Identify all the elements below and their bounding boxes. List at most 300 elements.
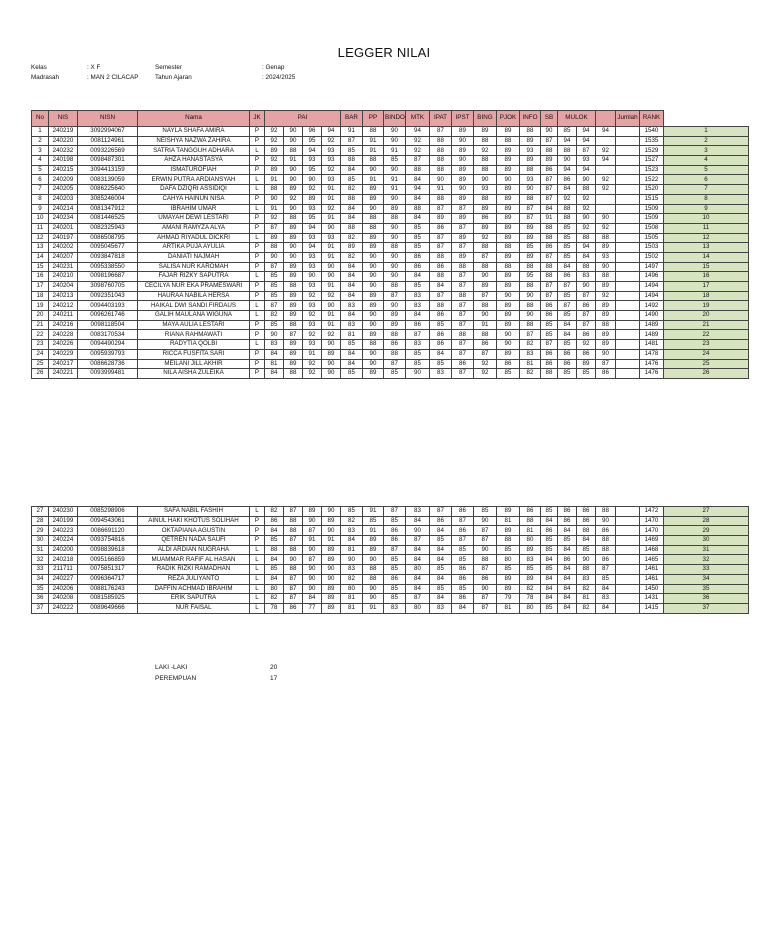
table-cell: 88 [577, 526, 596, 536]
table-cell: 86 [384, 526, 406, 536]
semester-label: Semester [155, 64, 182, 71]
header-jumlah: Jumlah [616, 111, 640, 127]
table-cell: 88 [430, 301, 452, 311]
table-cell: 87 [520, 204, 541, 214]
table-cell: 94 [577, 165, 596, 175]
table-cell: 91 [341, 127, 363, 137]
table-cell: 84 [341, 282, 363, 292]
table-cell: 19 [32, 301, 49, 311]
table-cell: 92 [474, 233, 497, 243]
table-cell: 86 [284, 603, 303, 613]
table-cell: 240197 [49, 233, 78, 243]
table-cell: L [250, 594, 265, 604]
table-cell: 90 [497, 330, 520, 340]
table-cell: 86 [577, 516, 596, 526]
table-cell: L [250, 311, 265, 321]
table-cell: 93 [303, 252, 322, 262]
table-cell: 1476 [640, 359, 664, 369]
table-cell: 90 [577, 282, 596, 292]
table-row [32, 584, 749, 594]
table-cell: 91 [322, 536, 341, 546]
madrasah-label: Madrasah [31, 74, 60, 81]
table-cell: 85 [430, 359, 452, 369]
table-cell: 5 [32, 165, 49, 175]
empty-cell [616, 252, 640, 262]
rank-cell: 27 [664, 507, 749, 517]
table-cell: 88 [284, 545, 303, 555]
table-cell: 89 [265, 146, 284, 156]
table-cell: 87 [452, 349, 474, 359]
table-cell: 88 [558, 204, 577, 214]
table-cell: 89 [452, 252, 474, 262]
table-cell: 84 [430, 545, 452, 555]
table-cell: 1509 [640, 214, 664, 224]
table-cell: 85 [520, 565, 541, 575]
table-cell: 91 [363, 526, 384, 536]
table-cell: 82 [577, 584, 596, 594]
table-cell: 88 [497, 136, 520, 146]
table-cell: 84 [430, 526, 452, 536]
table-cell: 81 [497, 516, 520, 526]
table-cell: 88 [474, 194, 497, 204]
student-name-cell: MAYA AULIA LESTARI [138, 320, 250, 330]
student-name-cell: SATRIA TANGGUH ADHARA [138, 146, 250, 156]
table-cell: 89 [322, 555, 341, 565]
table-cell: 77 [303, 603, 322, 613]
table-cell: 89 [284, 311, 303, 321]
table-cell: 90 [497, 175, 520, 185]
table-cell: 86 [384, 340, 406, 350]
table-cell: 94 [596, 127, 616, 137]
student-name-cell: DANIATI NAJMAH [138, 252, 250, 262]
header-pai: PAI [265, 111, 341, 127]
table-cell: 91 [284, 156, 303, 166]
table-cell: 0086508795 [78, 233, 138, 243]
table-cell: 89 [284, 223, 303, 233]
table-cell: 21 [32, 320, 49, 330]
rank-cell: 12 [664, 233, 749, 243]
rank-cell: 23 [664, 340, 749, 350]
student-name-cell: RADYTIA QOLBI [138, 340, 250, 350]
table-cell: 87 [406, 156, 430, 166]
table-cell: 240220 [49, 136, 78, 146]
table-cell: 88 [497, 262, 520, 272]
table-cell: 93 [303, 262, 322, 272]
table-cell: 0095166859 [78, 555, 138, 565]
empty-cell [616, 594, 640, 604]
table-cell: 80 [520, 603, 541, 613]
table-cell: 88 [474, 136, 497, 146]
table-cell: 87 [474, 252, 497, 262]
header-mulok: MULOK [558, 111, 596, 127]
table-cell: 0081124961 [78, 136, 138, 146]
table-cell: 93 [303, 282, 322, 292]
table-cell: 87 [474, 349, 497, 359]
table-cell: 8 [32, 194, 49, 204]
table-cell: 89 [284, 272, 303, 282]
table-cell: 84 [406, 574, 430, 584]
table-cell: 1522 [640, 175, 664, 185]
table-cell: 90 [363, 252, 384, 262]
table-cell: 85 [558, 252, 577, 262]
table-cell: 1469 [640, 536, 664, 546]
table-cell: 86 [452, 565, 474, 575]
table-header-row [32, 111, 749, 127]
table-cell: 85 [406, 349, 430, 359]
table-cell: 240216 [49, 320, 78, 330]
table-cell: 89 [452, 127, 474, 137]
table-cell: 90 [384, 165, 406, 175]
table-cell: 1496 [640, 272, 664, 282]
table-cell: 90 [384, 194, 406, 204]
student-name-cell: HAIKAL DWI SANDI FIRDAUS [138, 301, 250, 311]
table-cell: 88 [284, 526, 303, 536]
rank-cell: 34 [664, 574, 749, 584]
table-cell: 85 [265, 272, 284, 282]
table-cell: 85 [577, 545, 596, 555]
table-cell: 0095939793 [78, 349, 138, 359]
table-cell: 84 [406, 214, 430, 224]
table-cell: 89 [363, 233, 384, 243]
table-cell: 86 [541, 301, 558, 311]
table-cell: 89 [497, 584, 520, 594]
table-cell: 32 [32, 555, 49, 565]
grade-table [31, 110, 749, 379]
table-cell: 93 [322, 233, 341, 243]
table-cell: 84 [558, 185, 577, 195]
table-cell: 90 [284, 252, 303, 262]
empty-cell [596, 136, 616, 146]
table-cell: 88 [430, 252, 452, 262]
table-cell: 91 [363, 507, 384, 517]
table-cell: 87 [430, 291, 452, 301]
table-cell: 86 [577, 349, 596, 359]
table-cell: 85 [265, 282, 284, 292]
empty-cell [616, 516, 640, 526]
table-cell: 80 [406, 603, 430, 613]
table-cell: 93 [303, 340, 322, 350]
table-cell: 85 [406, 282, 430, 292]
table-cell: 89 [363, 545, 384, 555]
table-cell: 91 [363, 175, 384, 185]
empty-cell [616, 127, 640, 137]
table-cell: 94 [577, 136, 596, 146]
table-row [32, 291, 749, 301]
rank-cell: 31 [664, 545, 749, 555]
table-cell: 0081347912 [78, 204, 138, 214]
table-cell: 85 [558, 536, 577, 546]
table-cell: 88 [384, 349, 406, 359]
table-cell: 1415 [640, 603, 664, 613]
table-cell: 88 [541, 272, 558, 282]
table-cell: 90 [384, 136, 406, 146]
table-cell: 89 [363, 243, 384, 253]
empty-cell [616, 369, 640, 379]
table-cell: 91 [363, 146, 384, 156]
table-cell: 240209 [49, 175, 78, 185]
table-cell: 89 [497, 574, 520, 584]
table-cell: 85 [384, 565, 406, 575]
table-cell: 0094543061 [78, 516, 138, 526]
table-cell: 1527 [640, 156, 664, 166]
table-cell: 92 [577, 204, 596, 214]
rank-cell: 33 [664, 565, 749, 575]
table-row [32, 252, 749, 262]
table-cell: 1540 [640, 127, 664, 137]
student-name-cell: QETREN NADA SAUFI [138, 536, 250, 546]
table-cell: 1503 [640, 243, 664, 253]
table-cell: 94 [558, 136, 577, 146]
student-name-cell: RICCA FUSFITA SARI [138, 349, 250, 359]
table-cell: 86 [474, 214, 497, 224]
table-cell: 90 [596, 516, 616, 526]
table-row [32, 330, 749, 340]
table-cell: 89 [474, 223, 497, 233]
table-cell: 84 [541, 594, 558, 604]
table-cell: 240210 [49, 272, 78, 282]
header-ipat: IPAT [430, 111, 452, 127]
table-cell: 89 [322, 594, 341, 604]
table-cell: 91 [322, 252, 341, 262]
student-name-cell: CECILYA NUR EKA PRAMESWARI [138, 282, 250, 292]
table-cell: 88 [541, 146, 558, 156]
table-cell: 28 [32, 516, 49, 526]
table-cell: 6 [32, 175, 49, 185]
perempuan-count: 17 [270, 675, 278, 682]
rank-cell: 9 [664, 204, 749, 214]
table-cell: 91 [303, 536, 322, 546]
table-cell: 89 [284, 185, 303, 195]
table-cell: 94 [558, 165, 577, 175]
table-cell: 88 [284, 516, 303, 526]
table-cell: 90 [384, 301, 406, 311]
table-cell: 90 [363, 272, 384, 282]
student-name-cell: FAJAR RIZKY SAPUTRA [138, 272, 250, 282]
table-cell: 240222 [49, 603, 78, 613]
table-cell: 84 [406, 545, 430, 555]
table-cell: 84 [406, 555, 430, 565]
table-cell: 11 [32, 223, 49, 233]
table-cell: 91 [265, 175, 284, 185]
table-cell: 85 [341, 175, 363, 185]
empty-cell [616, 311, 640, 321]
table-cell: 93 [303, 301, 322, 311]
table-row [32, 545, 749, 555]
table-cell: 87 [406, 536, 430, 546]
table-cell: 88 [474, 165, 497, 175]
empty-cell [616, 349, 640, 359]
rank-cell: 26 [664, 369, 749, 379]
table-cell: 0088176243 [78, 584, 138, 594]
table-cell: 87 [474, 565, 497, 575]
table-cell: 34 [32, 574, 49, 584]
table-cell: P [250, 349, 265, 359]
table-cell: 1515 [640, 194, 664, 204]
table-cell: 85 [406, 359, 430, 369]
table-cell: 90 [322, 507, 341, 517]
table-cell: 1470 [640, 526, 664, 536]
table-cell: 87 [452, 243, 474, 253]
table-cell: 90 [384, 272, 406, 282]
table-cell: 10 [32, 214, 49, 224]
laki-count: 20 [270, 664, 278, 671]
table-cell: 90 [430, 175, 452, 185]
rank-cell: 3 [664, 146, 749, 156]
table-cell: 240221 [49, 369, 78, 379]
table-cell: 90 [303, 272, 322, 282]
table-cell: 1505 [640, 233, 664, 243]
table-cell: 88 [384, 243, 406, 253]
table-cell: 92 [303, 311, 322, 321]
table-cell: P [250, 282, 265, 292]
table-cell: 79 [497, 594, 520, 604]
table-cell: 88 [596, 536, 616, 546]
student-name-cell: HAURAA NABILA HERSA [138, 291, 250, 301]
rank-cell: 19 [664, 301, 749, 311]
empty-cell [616, 214, 640, 224]
table-cell: 9 [32, 204, 49, 214]
table-cell: 87 [452, 320, 474, 330]
table-cell: 0095045677 [78, 243, 138, 253]
table-cell: 13 [32, 243, 49, 253]
table-cell: L [250, 574, 265, 584]
table-cell: P [250, 252, 265, 262]
table-cell: 81 [341, 594, 363, 604]
table-cell: 93 [322, 156, 341, 166]
table-cell: 85 [384, 584, 406, 594]
table-cell: 240203 [49, 194, 78, 204]
table-cell: 90 [384, 252, 406, 262]
table-cell: 85 [384, 555, 406, 565]
table-cell: 0093847818 [78, 252, 138, 262]
table-cell: 82 [520, 369, 541, 379]
table-cell: 87 [520, 330, 541, 340]
table-cell: 1465 [640, 555, 664, 565]
table-row [32, 311, 749, 321]
rank-cell: 2 [664, 136, 749, 146]
table-cell: 89 [497, 185, 520, 195]
table-cell: 93 [596, 252, 616, 262]
rank-cell: 32 [664, 555, 749, 565]
table-cell: 83 [520, 555, 541, 565]
table-cell: 85 [265, 320, 284, 330]
table-cell: 83 [384, 603, 406, 613]
table-cell: 85 [577, 369, 596, 379]
table-cell: 86 [558, 507, 577, 517]
table-cell: 86 [577, 507, 596, 517]
table-row [32, 204, 749, 214]
table-cell: 88 [452, 330, 474, 340]
table-cell: 89 [322, 349, 341, 359]
table-cell: 90 [284, 555, 303, 565]
table-cell: 89 [384, 320, 406, 330]
table-cell: 91 [541, 214, 558, 224]
table-cell: 78 [265, 603, 284, 613]
table-row [32, 536, 749, 546]
table-cell: 90 [303, 584, 322, 594]
table-cell: 86 [430, 330, 452, 340]
table-cell: 35 [32, 584, 49, 594]
table-cell: 90 [322, 574, 341, 584]
table-cell: 1478 [640, 349, 664, 359]
table-cell: 88 [520, 262, 541, 272]
table-cell: 86 [430, 516, 452, 526]
table-cell: 83 [430, 603, 452, 613]
grade-table-continued [31, 506, 749, 614]
table-cell: 85 [384, 369, 406, 379]
table-cell: 1468 [640, 545, 664, 555]
table-cell: 30 [32, 536, 49, 546]
table-cell: 90 [497, 291, 520, 301]
empty-cell [596, 194, 616, 204]
table-cell: 90 [406, 526, 430, 536]
table-cell: 84 [341, 204, 363, 214]
table-cell: 1490 [640, 311, 664, 321]
table-cell: P [250, 127, 265, 137]
table-cell: 82 [341, 516, 363, 526]
header-no: No [32, 111, 49, 127]
table-cell: 1450 [640, 584, 664, 594]
table-cell: 89 [322, 603, 341, 613]
table-cell: 84 [341, 272, 363, 282]
table-cell: 87 [265, 262, 284, 272]
table-cell: 85 [541, 507, 558, 517]
table-cell: 89 [341, 243, 363, 253]
table-cell: 87 [341, 136, 363, 146]
table-cell: 240234 [49, 214, 78, 224]
table-cell: 87 [558, 282, 577, 292]
table-cell: 86 [265, 516, 284, 526]
table-cell: 89 [497, 214, 520, 224]
table-cell: 95 [520, 272, 541, 282]
table-cell: 88 [284, 565, 303, 575]
table-cell: L [250, 204, 265, 214]
table-row [32, 555, 749, 565]
table-cell: 90 [577, 175, 596, 185]
table-cell: 88 [284, 214, 303, 224]
table-cell: 90 [284, 127, 303, 137]
table-cell: 0098118504 [78, 320, 138, 330]
table-cell: 90 [384, 127, 406, 137]
table-cell: 89 [452, 233, 474, 243]
table-cell: 86 [596, 369, 616, 379]
table-cell: 84 [558, 526, 577, 536]
table-cell: 89 [384, 311, 406, 321]
table-cell: L [250, 340, 265, 350]
table-cell: 92 [406, 136, 430, 146]
table-cell: P [250, 536, 265, 546]
table-cell: 88 [558, 214, 577, 224]
table-cell: 240204 [49, 282, 78, 292]
table-cell: 92 [596, 185, 616, 195]
table-cell: 0098487301 [78, 156, 138, 166]
empty-cell [616, 536, 640, 546]
table-cell: 83 [406, 340, 430, 350]
table-cell: 240228 [49, 330, 78, 340]
table-row [32, 165, 749, 175]
table-cell: 0086691120 [78, 526, 138, 536]
table-cell: L [250, 507, 265, 517]
table-cell: 91 [322, 311, 341, 321]
student-name-cell: AHZA HANASTASYA [138, 156, 250, 166]
table-cell: 1431 [640, 594, 664, 604]
table-cell: 88 [406, 204, 430, 214]
table-cell: 84 [541, 204, 558, 214]
table-cell: 92 [577, 194, 596, 204]
table-cell: 90 [520, 311, 541, 321]
table-cell: 1509 [640, 204, 664, 214]
table-cell: 0093999481 [78, 369, 138, 379]
